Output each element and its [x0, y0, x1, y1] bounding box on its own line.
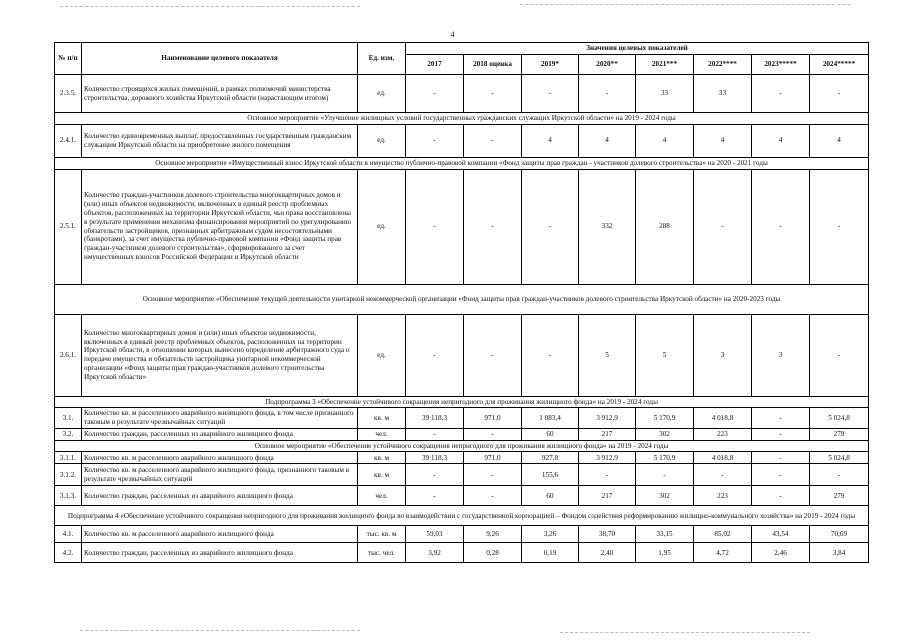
- value-cell: 5 170,9: [636, 452, 694, 464]
- value-cell: -: [406, 464, 464, 486]
- row-number: 4.1.: [55, 526, 82, 543]
- unit-cell: кв. м: [358, 452, 406, 464]
- section-row: [55, 113, 869, 125]
- row-number: 3.1.2.: [55, 464, 82, 486]
- section-row: [55, 440, 869, 452]
- value-cell: -: [464, 124, 522, 157]
- table-row: [55, 408, 869, 429]
- value-cell: 9,26: [464, 526, 522, 543]
- indicator-name: Количество единовременных выплат, предоставленных государственным гражданским служащим Иркутской области на приобретение жилого помещения: [82, 124, 358, 157]
- value-cell: -: [810, 169, 869, 284]
- row-number: 3.1.3.: [55, 486, 82, 506]
- scan-artifact-top-right: [520, 4, 850, 5]
- value-cell: 4 018,8: [694, 408, 752, 429]
- value-cell: -: [464, 464, 522, 486]
- value-cell: -: [752, 486, 810, 506]
- value-cell: 70,69: [810, 526, 869, 543]
- value-cell: 3,26: [522, 526, 579, 543]
- section-title: Основное мероприятие «Улучшение жилищных условий государственных гражданских служащих Иркутской области» на 2019 - 2024 годы: [55, 113, 869, 125]
- value-cell: 3,84: [810, 543, 869, 563]
- unit-cell: кв. м: [358, 464, 406, 486]
- value-cell: -: [810, 314, 869, 396]
- header-year: 2022****: [694, 55, 752, 75]
- table-row: [55, 464, 869, 486]
- value-cell: 5: [636, 314, 694, 396]
- section-title: Подпрограмма 3 «Обеспечение устойчивого сокращения непригодного для проживания жилищного фонда» на 2019 - 2024 годы: [55, 396, 869, 408]
- unit-cell: чел.: [358, 428, 406, 440]
- value-cell: 288: [636, 169, 694, 284]
- unit-cell: чел.: [358, 486, 406, 506]
- value-cell: 223: [694, 428, 752, 440]
- indicator-name: Количество граждан, расселенных из аварийного жилищного фонда: [82, 428, 358, 440]
- value-cell: -: [406, 124, 464, 157]
- table-body: [55, 75, 869, 563]
- header-num: № п/п: [55, 43, 82, 75]
- value-cell: -: [579, 464, 636, 486]
- value-cell: 0,19: [522, 543, 579, 563]
- indicator-name: Количество строящихся жилых помещений, в рамках полномочий министерства строительства, дорожного хозяйства Иркутской области (нарастающим итогом): [82, 75, 358, 113]
- value-cell: -: [694, 464, 752, 486]
- table-row: [55, 314, 869, 396]
- value-cell: 1,95: [636, 543, 694, 563]
- row-number: 2.6.1.: [55, 314, 82, 396]
- value-cell: 39 118,3: [406, 408, 464, 429]
- indicator-name: Количество многоквартирных домов и (или) иных объектов недвижимости, включенных в единый реестр проблемных объектов, расположенных на территории Иркутской области, в отношении которых вынесено определение арбитражного суда о передаче имущества и обязательств застройщика унитарной некоммерческой организации «Фонд защиты прав граждан-участников долевого строительства Иркутской области»: [82, 314, 358, 396]
- table-row: [55, 526, 869, 543]
- value-cell: 3: [752, 314, 810, 396]
- table-row: [55, 428, 869, 440]
- value-cell: 217: [579, 428, 636, 440]
- value-cell: 43,54: [752, 526, 810, 543]
- value-cell: 5 024,8: [810, 408, 869, 429]
- unit-cell: ед.: [358, 169, 406, 284]
- indicators-table: [54, 42, 869, 563]
- value-cell: 971,0: [464, 408, 522, 429]
- unit-cell: ед.: [358, 314, 406, 396]
- value-cell: 3: [694, 314, 752, 396]
- value-cell: 332: [579, 169, 636, 284]
- value-cell: -: [579, 75, 636, 113]
- page-number: 4: [450, 30, 455, 39]
- value-cell: -: [522, 75, 579, 113]
- unit-cell: тыс. чел.: [358, 543, 406, 563]
- row-number: 2.3.5.: [55, 75, 82, 113]
- value-cell: 302: [636, 428, 694, 440]
- section-row: [55, 506, 869, 526]
- value-cell: -: [464, 169, 522, 284]
- value-cell: 927,8: [522, 452, 579, 464]
- indicator-name: Количество граждан, расселенных из аварийного жилищного фонда: [82, 543, 358, 563]
- section-title: Основное мероприятие «Обеспечение текущей деятельности унитарной некоммерческой организации «Фонд защиты прав граждан-участников долевого строительства Иркутской области» на 2020-2023 годы: [55, 284, 869, 314]
- section-row: [55, 396, 869, 408]
- section-row: [55, 284, 869, 314]
- indicator-name: Количество кв. м расселенного аварийного жилищного фонда, признанного таковым в результате чрезвычайных ситуаций: [82, 464, 358, 486]
- table-header: [55, 43, 869, 75]
- row-number: 2.4.1.: [55, 124, 82, 157]
- value-cell: 217: [579, 486, 636, 506]
- value-cell: 2,40: [579, 543, 636, 563]
- value-cell: -: [406, 75, 464, 113]
- value-cell: 3 912,9: [579, 408, 636, 429]
- value-cell: 33: [636, 75, 694, 113]
- row-number: 2.5.1.: [55, 169, 82, 284]
- value-cell: 1 083,4: [522, 408, 579, 429]
- value-cell: 155,6: [522, 464, 579, 486]
- table-row: [55, 543, 869, 563]
- value-cell: -: [752, 408, 810, 429]
- value-cell: 2,46: [752, 543, 810, 563]
- table-row: [55, 452, 869, 464]
- indicator-name: Количество кв. м расселенного аварийного жилищного фонда, в том числе признанного таковым в результате чрезвычайных ситуаций: [82, 408, 358, 429]
- table-row: [55, 486, 869, 506]
- value-cell: 4: [752, 124, 810, 157]
- value-cell: 85,02: [694, 526, 752, 543]
- value-cell: 59,03: [406, 526, 464, 543]
- header-year: 2017: [406, 55, 464, 75]
- value-cell: -: [464, 75, 522, 113]
- value-cell: 4: [810, 124, 869, 157]
- scan-artifact-bottom-right: [560, 632, 810, 633]
- value-cell: 4: [522, 124, 579, 157]
- scan-artifact-bottom: [80, 630, 360, 631]
- value-cell: -: [752, 169, 810, 284]
- value-cell: 4 018,8: [694, 452, 752, 464]
- value-cell: -: [464, 314, 522, 396]
- table-row: [55, 124, 869, 157]
- section-title: Основное мероприятие «Обеспечение устойчивого сокращения непригодного для проживания жилищного фонда» на 2019 - 2024 годы: [55, 440, 869, 452]
- header-year: 2019*: [522, 55, 579, 75]
- value-cell: 971,0: [464, 452, 522, 464]
- row-number: 4.2.: [55, 543, 82, 563]
- value-cell: 5 024,8: [810, 452, 869, 464]
- value-cell: 38,70: [579, 526, 636, 543]
- value-cell: -: [810, 75, 869, 113]
- value-cell: -: [406, 486, 464, 506]
- value-cell: 4: [579, 124, 636, 157]
- indicator-name: Количество кв. м расселенного аварийного жилищного фонда: [82, 452, 358, 464]
- value-cell: 4,72: [694, 543, 752, 563]
- row-number: 3.1.1.: [55, 452, 82, 464]
- value-cell: -: [464, 428, 522, 440]
- scan-artifact-top: [60, 6, 360, 7]
- value-cell: 33: [694, 75, 752, 113]
- value-cell: -: [464, 486, 522, 506]
- value-cell: -: [406, 169, 464, 284]
- value-cell: 302: [636, 486, 694, 506]
- value-cell: -: [752, 452, 810, 464]
- header-name: Наименование целевого показателя: [82, 43, 358, 75]
- unit-cell: ед.: [358, 124, 406, 157]
- section-title: Подпрограмма 4 «Обеспечение устойчивого сокращения непригодного для проживания жилищного фонда во взаимодействии с государственной корпорацией – Фондом содействия реформированию жилищно-коммунального хозяйства» на 2019 - 2024 годы: [55, 506, 869, 526]
- header-year: 2023*****: [752, 55, 810, 75]
- header-unit: Ед. изм.: [358, 43, 406, 75]
- row-number: 3.2.: [55, 428, 82, 440]
- unit-cell: ед.: [358, 75, 406, 113]
- table-row: [55, 75, 869, 113]
- value-cell: -: [810, 464, 869, 486]
- value-cell: 3,92: [406, 543, 464, 563]
- header-values-title: Значения целевых показателей: [406, 43, 869, 55]
- table-row: [55, 169, 869, 284]
- value-cell: 4: [694, 124, 752, 157]
- value-cell: 39 118,3: [406, 452, 464, 464]
- value-cell: -: [752, 428, 810, 440]
- indicator-name: Количество кв. м расселенного аварийного жилищного фонда: [82, 526, 358, 543]
- value-cell: 223: [694, 486, 752, 506]
- value-cell: -: [752, 464, 810, 486]
- indicator-name: Количество граждан, расселенных из аварийного жилищного фонда: [82, 486, 358, 506]
- header-year: 2018 оценка: [464, 55, 522, 75]
- value-cell: 4: [636, 124, 694, 157]
- header-year: 2021***: [636, 55, 694, 75]
- value-cell: -: [636, 464, 694, 486]
- value-cell: 3 912,9: [579, 452, 636, 464]
- header-year: 2024*****: [810, 55, 869, 75]
- value-cell: 279: [810, 486, 869, 506]
- value-cell: 60: [522, 486, 579, 506]
- value-cell: -: [522, 169, 579, 284]
- value-cell: 5 170,9: [636, 408, 694, 429]
- row-number: 3.1.: [55, 408, 82, 429]
- value-cell: 60: [522, 428, 579, 440]
- value-cell: -: [752, 75, 810, 113]
- value-cell: 0,28: [464, 543, 522, 563]
- value-cell: -: [406, 428, 464, 440]
- value-cell: 5: [579, 314, 636, 396]
- section-row: [55, 157, 869, 169]
- header-year: 2020**: [579, 55, 636, 75]
- unit-cell: кв. м: [358, 408, 406, 429]
- unit-cell: тыс. кв. м: [358, 526, 406, 543]
- indicator-name: Количество граждан-участников долевого строительства многоквартирных домов и (или) иных объектов недвижимости, включенных в единый реестр проблемных объектов, расположенных на территории Иркутской области, чьи права восстановлены в результате применения механизма финансирования мероприятий по урегулированию обязательств застройщиков, признанных арбитражным судом несостоятельными (банкротами), за счет имущества публично-правовой компании «Фонд защиты прав граждан-участников долевого строительства», сформированного за счет имущественных взносов Российской Федерации и Иркутской области: [82, 169, 358, 284]
- value-cell: -: [406, 314, 464, 396]
- value-cell: 279: [810, 428, 869, 440]
- section-title: Основное мероприятие «Имущественный взнос Иркутской области в имущество публично-правовой компании «Фонд защиты прав граждан - участников долевого строительства» на 2020 - 2021 годы: [55, 157, 869, 169]
- value-cell: -: [694, 169, 752, 284]
- value-cell: -: [522, 314, 579, 396]
- value-cell: 33,15: [636, 526, 694, 543]
